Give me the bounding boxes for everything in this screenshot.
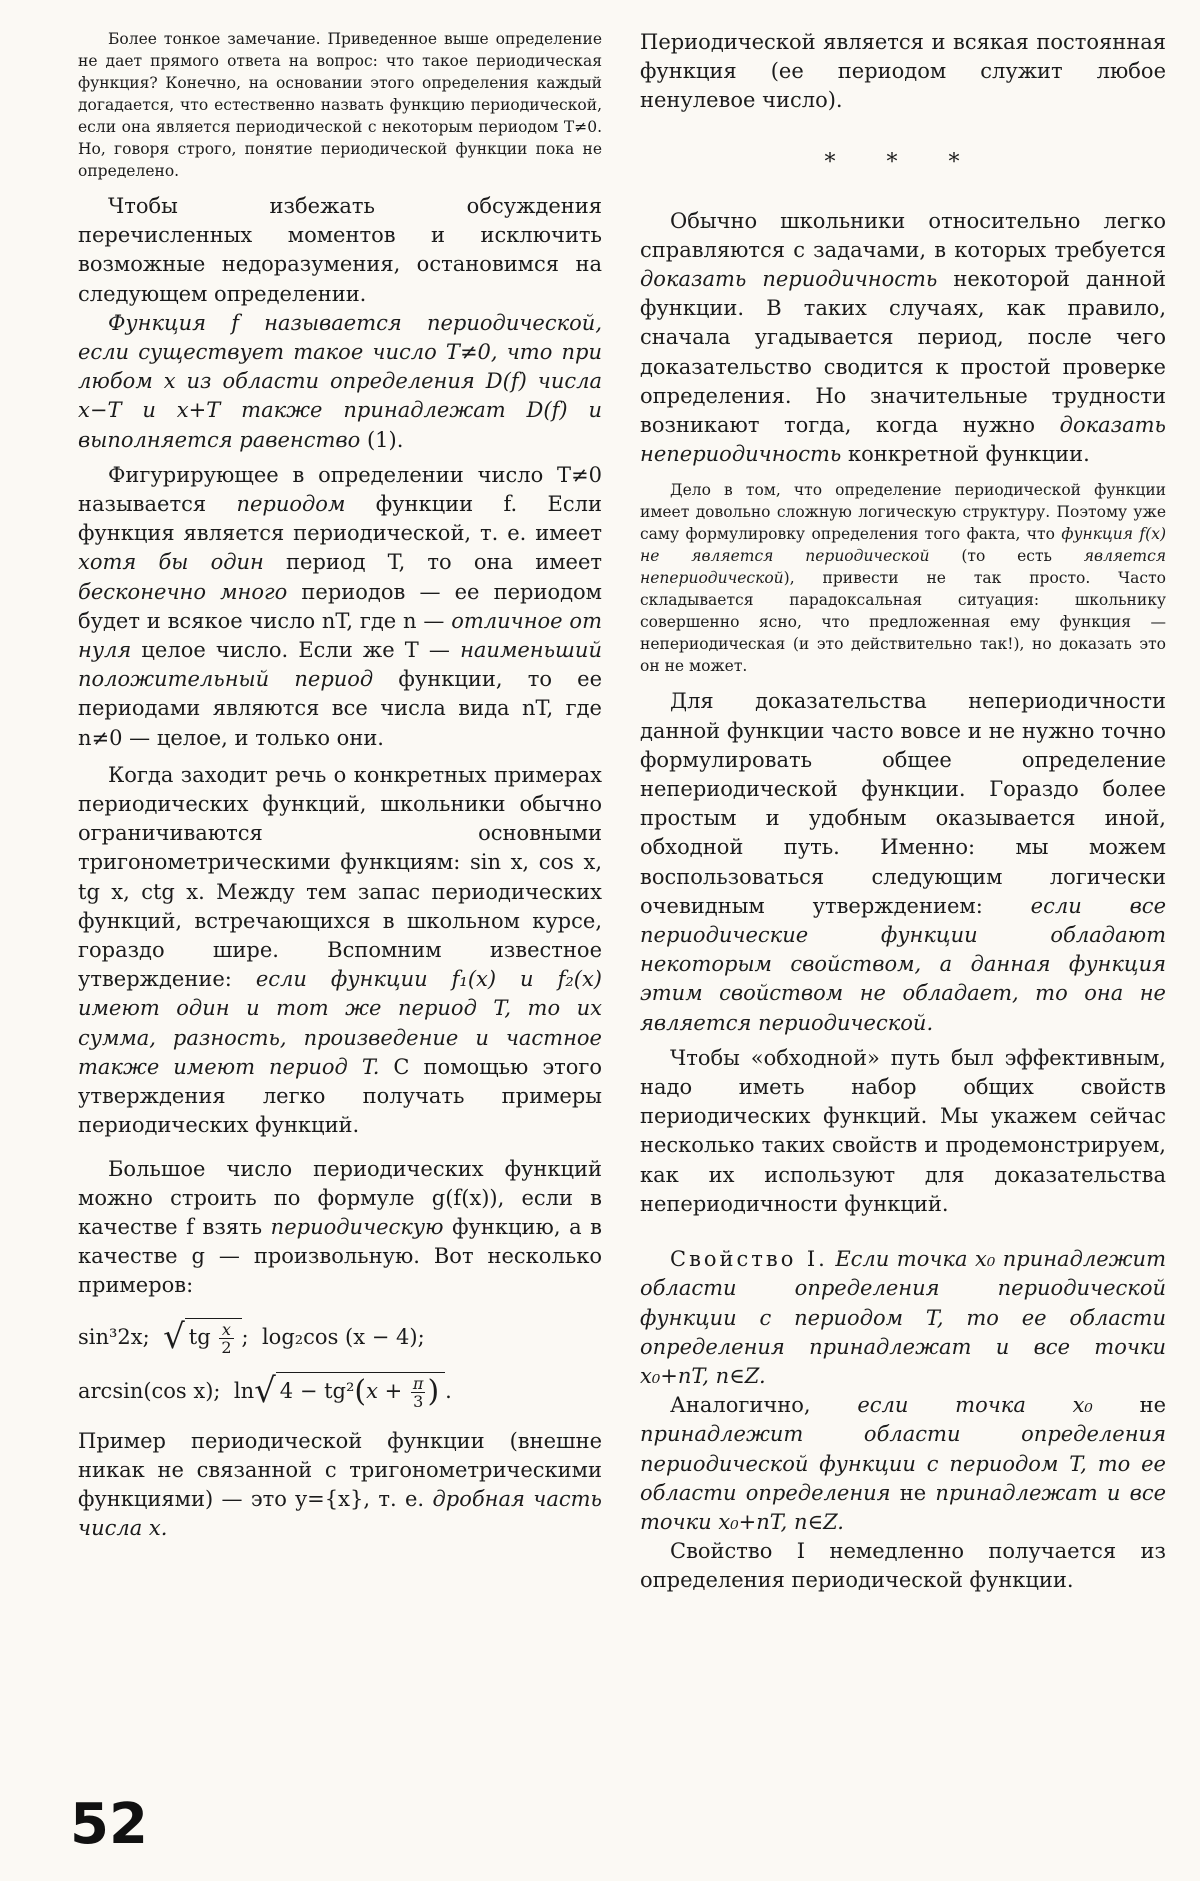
detour-text: Для доказательства непериодичности данной функции часто вовсе и не нужно точно формулировать общее определение непериодической функции. Гораздо более простым и удобным оказывается иной, обходной путь. Именно: мы можем воспользоваться следующим логически очевидным утверждением: — [640, 689, 1166, 918]
formula-sqrt-ln: 4 − tg²(x + $\frac{\pi}{3}$ ) — [276, 1372, 445, 1410]
examples-paragraph — [78, 761, 602, 1141]
analog-italic-3: принадлежат и все точки x₀+nT, n∈Z. — [640, 1480, 1167, 1534]
period-at-least: хотя бы один — [78, 550, 264, 575]
detour-italic: если все периодические функции обладают некоторым свойством, а данная функция этим свойством не обладает, то она не является периодической. — [640, 893, 1166, 1035]
effective-paragraph: Чтобы «обходной» путь был эффективным, надо иметь набор общих свойств периодических функций. Мы укажем сейчас несколько таких свойств и продемонстрируем, как их используют для доказательства непериодичности функций. — [640, 1045, 1166, 1216]
paragraph-avoid: Чтобы избежать обсуждения перечисленных моментов и исключить возможные недоразумения, остановимся на следующем определении. — [78, 194, 602, 306]
examples-italic: если функции f₁(x) и f₂(x) имеют один и тот же период T, то их сумма, разность, произведение и частное также имеют период T. — [78, 967, 602, 1079]
formula-end: . — [445, 1378, 452, 1403]
remark-paragraph: Более тонкое замечание. Приведенное выше определение не дает прямого ответа на вопрос: что такое периодическая функция? Конечно, на основании этого определения каждый догадается, что естественно назвать функцию периодической, если она является периодической с некоторым периодом T≠0. Но, говоря строго, понятие периодической функции пока не определено. — [78, 30, 602, 180]
composition-text-1: Большое число периодических функций можно строить по формуле g(f(x)), если в качестве f взять — [78, 1156, 602, 1239]
formula-log: log₂cos (x − 4); — [261, 1324, 425, 1349]
usually-paragraph — [640, 207, 1166, 470]
property-follows-paragraph: Свойство I немедленно получается из определения периодической функции. — [640, 1539, 1166, 1593]
note-text-3: ), привести не так просто. Часто складывается парадоксальная ситуация: школьнику совершенно ясно, что предложенная ему функция — непериодическая (и это действительно так!), но доказать это он не может. — [640, 569, 1166, 676]
formula-tg: tg — [188, 1324, 211, 1349]
note-italic-1: функция f(x) не является периодической — [640, 525, 1166, 566]
fraction-numerator: x — [219, 1321, 233, 1339]
fractional-italic: дробная часть числа x. — [78, 1486, 602, 1541]
formula-block — [78, 1315, 602, 1413]
formula-row-2 — [78, 1369, 602, 1413]
page-number: 52 — [70, 1792, 148, 1857]
analog-italic-1: если точка x₀ — [857, 1393, 1093, 1418]
fraction-three: 3 — [413, 1391, 424, 1411]
left-column — [78, 28, 602, 1543]
fraction-pi-3 — [411, 1375, 426, 1410]
period-paragraph — [78, 461, 602, 753]
fractional-example-paragraph — [78, 1427, 602, 1544]
note-text-1: Дело в том, что определение периодической функции имеет довольно сложную логическую структуру. Поэтому уже саму формулировку определения того факта, что — [640, 481, 1166, 544]
formula-x-plus: x + — [366, 1378, 403, 1403]
formula-sep: ; — [241, 1324, 249, 1349]
formula-inner: 4 − tg² — [279, 1378, 355, 1403]
examples-text-2: С помощью этого утверждения легко получать примеры периодических функций. — [78, 1054, 602, 1138]
note-paragraph — [640, 479, 1166, 677]
analog-paragraph — [640, 1391, 1166, 1537]
analog-text-1: Аналогично, — [670, 1393, 858, 1418]
usually-italic-2: доказать непериодичность — [640, 413, 1166, 467]
fraction-x-2 — [219, 1321, 233, 1356]
formula-sqrt-tg — [185, 1318, 242, 1356]
period-text-5: целое число. Если же T — — [131, 638, 461, 663]
usually-text-3: конкретной функции. — [841, 442, 1090, 467]
right-column — [640, 28, 1166, 1596]
property-1-italic: Если точка x₀ принадлежит области определения периодической функции с периодом T, то ее области определения принадлежат и все точки x₀+nT, n∈Z. — [640, 1247, 1166, 1388]
root-sign: √ — [163, 1316, 185, 1357]
fraction-pi: π — [412, 1373, 424, 1393]
analog-text-3: не — [890, 1480, 936, 1505]
analog-italic-2: принадлежит области определения периодической функции с периодом T, то ее области определения — [640, 1422, 1166, 1505]
period-term: периодом — [236, 492, 346, 517]
composition-paragraph — [78, 1155, 602, 1301]
period-text-2: функции f. Если функция является периодической, т. е. имеет — [78, 492, 602, 546]
usually-text-2: некоторой данной функции. В таких случаях, как правило, сначала угадывается период, после чего доказательство сводится к простой проверке определения. Но значительные трудности возникают тогда, когда нужно — [640, 267, 1166, 438]
period-text-4: периодов — ее периодом будет и всякое число nT, где n — — [78, 579, 603, 633]
period-infinite: бесконечно много — [78, 579, 288, 604]
note-text-2: (то есть — [929, 547, 1084, 566]
formula-ln: ln — [233, 1378, 255, 1403]
note-italic-2: является непериодической — [640, 547, 1167, 588]
property-1-label: Свойство I. — [670, 1247, 828, 1272]
formula-arcsin: arcsin(cos x); — [78, 1378, 221, 1403]
definition-text: Функция f называется периодической, если существует такое число T≠0, что при любом x из области определения D(f) числа x−T и x+T также принадлежат D(f) и выполняется равенство — [78, 310, 602, 452]
fraction-denominator: 2 — [221, 1337, 232, 1357]
section-stars: * * * — [824, 149, 982, 175]
period-text-3: период T, то она имеет — [263, 550, 603, 575]
usually-italic-1: доказать периодичность — [640, 267, 938, 292]
composition-italic: периодическую — [270, 1214, 444, 1239]
usually-text-1: Обычно школьники относительно легко справляются с задачами, в которых требуется — [640, 208, 1166, 262]
period-text-1: Фигурирующее в определении число T≠0 называется — [78, 462, 602, 517]
detour-paragraph — [640, 687, 1166, 1037]
root-sign-2: √ — [254, 1370, 276, 1411]
constant-paragraph: Периодической является и всякая постоянная функция (ее периодом служит любое ненулевое число). — [640, 30, 1166, 113]
examples-text-1: Когда заходит речь о конкретных примерах периодических функций, школьники обычно ограничиваются основными тригонометрическими функциям: sin x, cos x, tg x, ctg x. Между тем запас периодических функций, встречающихся в школьном курсе, гораздо шире. Вспомним известное утверждение: — [78, 762, 602, 992]
definition-paragraph — [78, 309, 602, 455]
formula-sin: sin³2x; — [78, 1324, 150, 1349]
formula-row-1 — [78, 1315, 602, 1359]
analog-text-2: не — [1092, 1393, 1166, 1418]
period-text-6: функции, то ее периодами являются все числа вида nT, где n≠0 — целое, и только они. — [78, 667, 603, 750]
definition-tail: (1). — [360, 427, 404, 452]
property-1-paragraph — [640, 1245, 1166, 1391]
period-least: наименьший положительный период — [78, 638, 602, 692]
period-nonzero: отличное от нуля — [78, 608, 602, 663]
fractional-text: Пример периодической функции (внешне никак не связанной с тригонометрическими функциями) — это y={x}, т. е. — [78, 1428, 602, 1511]
composition-text-2: функцию, а в качестве g — произвольную. Вот несколько примеров: — [78, 1214, 602, 1298]
